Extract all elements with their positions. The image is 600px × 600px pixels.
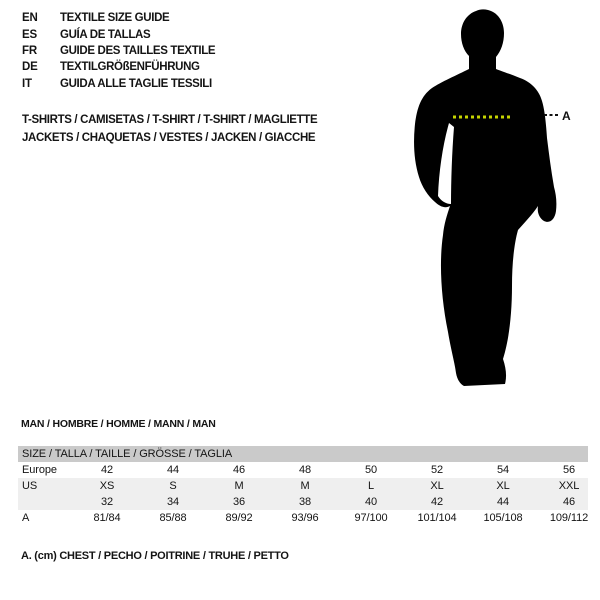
man-silhouette-figure xyxy=(405,2,580,402)
language-list xyxy=(22,10,215,92)
table-cell: S xyxy=(169,480,177,492)
category-line-tshirts: T-SHIRTS / CAMISETAS / T-SHIRT / T-SHIRT / MAGLIETTE xyxy=(22,114,318,126)
language-title: GUIDA ALLE TAGLIE TESSILI xyxy=(60,77,212,90)
measurement-footnote: A. (cm) CHEST / PECHO / POITRINE / TRUHE / PETTO xyxy=(21,550,289,562)
size-table-header-label: SIZE / TALLA / TAILLE / GRÖSSE / TAGLIA xyxy=(22,448,233,460)
table-cell: 42 xyxy=(100,464,114,476)
table-cell: 38 xyxy=(298,496,312,508)
section-title-man: MAN / HOMBRE / HOMME / MANN / MAN xyxy=(21,418,216,430)
table-cell: M xyxy=(300,480,310,492)
language-row-it xyxy=(22,76,215,92)
language-code: EN xyxy=(22,12,38,25)
language-code: DE xyxy=(22,61,38,74)
size-table-header-row xyxy=(18,446,600,462)
table-cell: M xyxy=(234,480,244,492)
language-row-de xyxy=(22,59,215,75)
language-code: IT xyxy=(22,77,32,90)
language-title: GUÍA DE TALLAS xyxy=(60,28,151,41)
table-cell: L xyxy=(367,480,375,492)
row-label: Europe xyxy=(22,464,57,476)
measure-label-a: A xyxy=(562,109,571,123)
table-cell: 97/100 xyxy=(354,512,388,524)
language-title: TEXTILE SIZE GUIDE xyxy=(60,12,170,25)
table-cell: 36 xyxy=(232,496,246,508)
table-cell: 42 xyxy=(430,496,444,508)
table-cell: 52 xyxy=(430,464,444,476)
table-cell: 48 xyxy=(298,464,312,476)
table-cell: 85/88 xyxy=(159,512,187,524)
category-list xyxy=(22,112,317,147)
table-cell: 101/104 xyxy=(417,512,457,524)
table-cell: 50 xyxy=(364,464,378,476)
language-row-fr xyxy=(22,43,215,59)
table-row-us-letters xyxy=(18,478,600,494)
table-cell: 105/108 xyxy=(483,512,523,524)
table-cell: 44 xyxy=(496,496,510,508)
language-row-es xyxy=(22,26,215,42)
table-cell: 40 xyxy=(364,496,378,508)
language-code: ES xyxy=(22,28,37,41)
table-cell: 89/92 xyxy=(225,512,253,524)
man-silhouette xyxy=(414,9,556,386)
language-title: TEXTILGRÖßENFÜHRUNG xyxy=(60,61,200,74)
table-cell: 93/96 xyxy=(291,512,319,524)
table-cell: XL xyxy=(430,480,444,492)
language-title: GUIDE DES TAILLES TEXTILE xyxy=(60,44,216,57)
table-cell: XS xyxy=(99,480,115,492)
table-cell: 34 xyxy=(166,496,180,508)
table-cell: 109/112 xyxy=(549,512,589,524)
table-cell: XXL xyxy=(558,480,580,492)
table-cell: 46 xyxy=(232,464,246,476)
table-row-chest-a xyxy=(18,510,600,526)
table-cell: 54 xyxy=(496,464,510,476)
table-cell: 56 xyxy=(562,464,576,476)
table-cell: 81/84 xyxy=(93,512,121,524)
category-line-jackets: JACKETS / CHAQUETAS / VESTES / JACKEN / GIACCHE xyxy=(22,131,316,144)
table-row-us-numbers xyxy=(18,494,600,510)
table-cell: 32 xyxy=(100,496,114,508)
table-cell: XL xyxy=(496,480,510,492)
row-label: A xyxy=(22,512,30,524)
table-row-europe xyxy=(18,462,600,478)
row-label: US xyxy=(22,480,38,492)
language-row-en xyxy=(22,10,215,26)
table-cell: 46 xyxy=(562,496,576,508)
table-cell: 44 xyxy=(166,464,180,476)
language-code: FR xyxy=(22,44,37,57)
